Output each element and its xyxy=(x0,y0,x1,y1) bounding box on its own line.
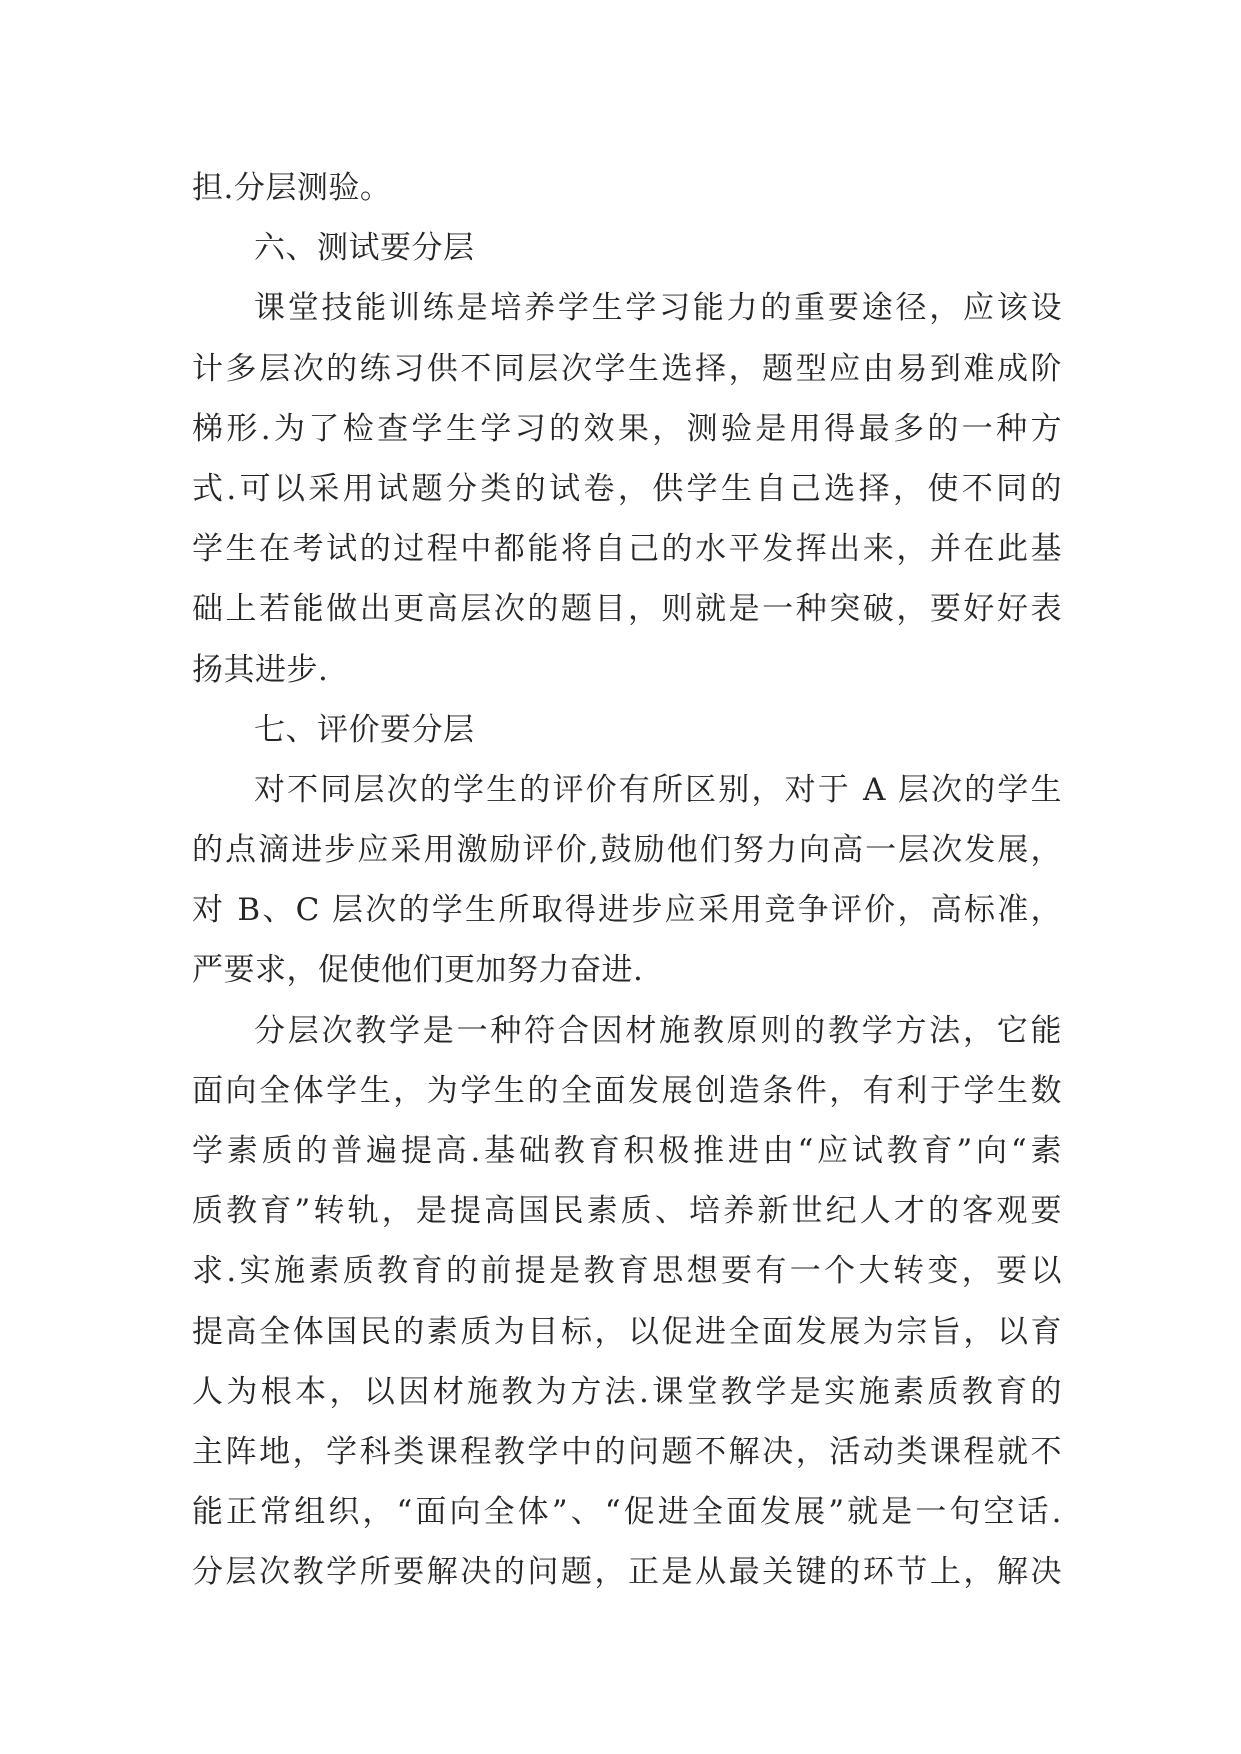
paragraph-first-line: 对不同层次的学生的评价有所区别，对于 A 层次的学生 xyxy=(254,771,1062,808)
text-line: 梯形.为了检查学生学习的效果，测验是用得最多的一种方 xyxy=(192,410,1062,447)
text-line: 分层次教学所要解决的问题，正是从最关键的环节上，解决 xyxy=(192,1554,1062,1591)
text-line: 式.可以采用试题分类的试卷，供学生自己选择，使不同的 xyxy=(192,470,1062,507)
text-line: 主阵地，学科类课程教学中的问题不解决，活动类课程就不 xyxy=(192,1433,1062,1470)
section-heading: 七、评价要分层 xyxy=(254,711,475,748)
document-body xyxy=(192,158,1062,1603)
text-line: 对 B、C 层次的学生所取得进步应采用竞争评价，高标准， xyxy=(192,892,1062,929)
paragraph-last-line: 严要求，促使他们更加努力奋进. xyxy=(192,952,644,989)
text-line: 提高全体国民的素质为目标，以促进全面发展为宗旨，以育 xyxy=(192,1313,1062,1350)
paragraph-first-line: 分层次教学是一种符合因材施教原则的教学方法，它能 xyxy=(254,1012,1062,1049)
paragraph-first-line: 课堂技能训练是培养学生学习能力的重要途径，应该设 xyxy=(254,290,1062,327)
text-line: 能正常组织，“面向全体”、“促进全面发展”就是一句空话. xyxy=(192,1494,1062,1531)
text-line: 学生在考试的过程中都能将自己的水平发挥出来，并在此基 xyxy=(192,531,1062,568)
text-line: 的点滴进步应采用激励评价,鼓励他们努力向高一层次发展， xyxy=(192,832,1062,869)
paragraph-last-line: 担.分层测验。 xyxy=(192,170,392,206)
text-line: 质教育”转轨，是提高国民素质、培养新世纪人才的客观要 xyxy=(192,1193,1062,1230)
text-line: 学素质的普遍提高.基础教育积极推进由“应试教育”向“素 xyxy=(192,1133,1062,1169)
text-line: 计多层次的练习供不同层次学生选择，题型应由易到难成阶 xyxy=(192,350,1062,387)
text-line: 面向全体学生，为学生的全面发展创造条件，有利于学生数 xyxy=(192,1072,1062,1109)
text-line: 人为根本，以因材施教为方法.课堂教学是实施素质教育的 xyxy=(192,1373,1062,1410)
text-line: 础上若能做出更高层次的题目，则就是一种突破，要好好表 xyxy=(192,591,1062,628)
paragraph-last-line: 扬其进步. xyxy=(192,651,329,688)
section-heading: 六、测试要分层 xyxy=(254,230,475,267)
text-line: 求.实施素质教育的前提是教育思想要有一个大转变，要以 xyxy=(192,1253,1062,1290)
